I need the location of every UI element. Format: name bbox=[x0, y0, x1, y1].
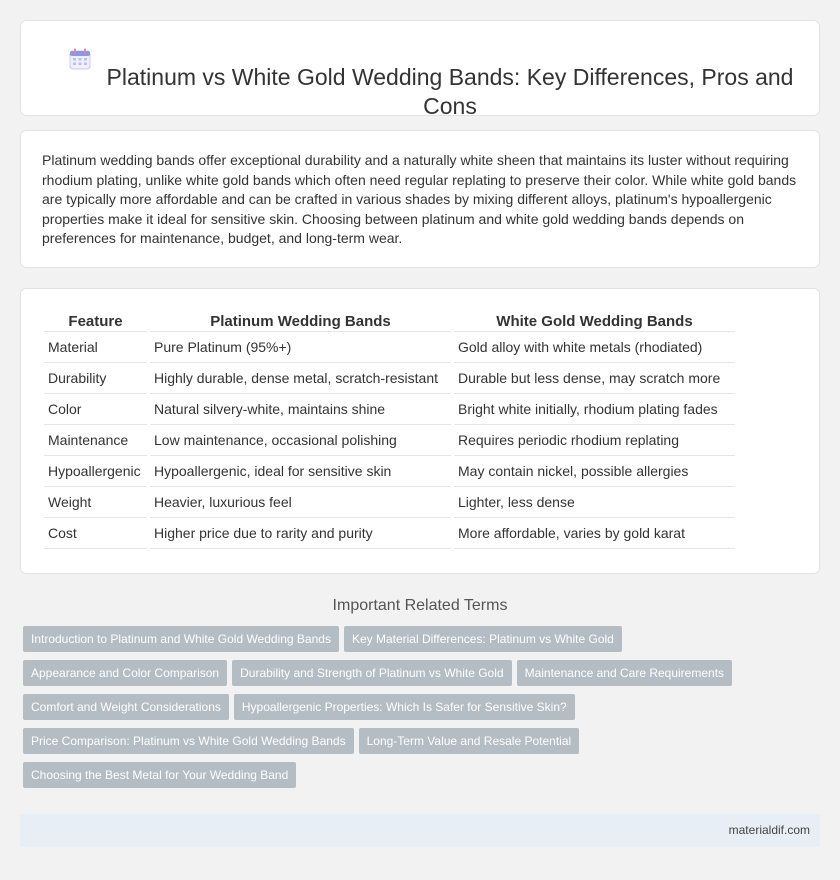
column-header: Feature bbox=[44, 311, 147, 332]
related-term-tag[interactable]: Durability and Strength of Platinum vs White Gold bbox=[232, 660, 511, 686]
table-cell: Color bbox=[44, 394, 147, 425]
related-term-tag[interactable]: Hypoallergenic Properties: Which Is Safer for Sensitive Skin? bbox=[234, 694, 575, 720]
related-term-tag[interactable]: Key Material Differences: Platinum vs White Gold bbox=[344, 626, 622, 652]
table-cell: Bright white initially, rhodium plating fades bbox=[454, 394, 735, 425]
page-title: Platinum vs White Gold Wedding Bands: Key Differences, Pros and Cons bbox=[106, 64, 794, 119]
table-row bbox=[44, 456, 735, 487]
footer bbox=[20, 814, 820, 847]
table-cell: Maintenance bbox=[44, 425, 147, 456]
table-row bbox=[44, 518, 735, 549]
related-term-tag[interactable]: Choosing the Best Metal for Your Wedding Band bbox=[23, 762, 296, 788]
intro-card bbox=[20, 130, 820, 268]
table-row bbox=[44, 332, 735, 363]
table-cell: Heavier, luxurious feel bbox=[150, 487, 451, 518]
table-cell: Durable but less dense, may scratch more bbox=[454, 363, 735, 394]
column-header: White Gold Wedding Bands bbox=[454, 311, 735, 332]
table-row bbox=[44, 425, 735, 456]
table-cell: Cost bbox=[44, 518, 147, 549]
related-term-tag[interactable]: Maintenance and Care Requirements bbox=[517, 660, 732, 686]
table-cell: Low maintenance, occasional polishing bbox=[150, 425, 451, 456]
table-cell: Durability bbox=[44, 363, 147, 394]
table-cell: Gold alloy with white metals (rhodiated) bbox=[454, 332, 735, 363]
footer-site[interactable]: materialdif.com bbox=[728, 823, 810, 837]
header-card bbox=[20, 20, 820, 119]
table-cell: Pure Platinum (95%+) bbox=[150, 332, 451, 363]
table-cell: May contain nickel, possible allergies bbox=[454, 456, 735, 487]
intro-text: Platinum wedding bands offer exceptional durability and a naturally white sheen that maintains its luster without requiring rhodium plating, unlike white gold bands which often need regular replating to preserve their color. While white gold bands are typically more affordable and can be crafted in various shades by mixing different alloys, platinum's hypoallergenic properties make it ideal for sensitive skin. Choosing between platinum and white gold wedding bands depends on preferences for maintenance, budget, and long-term wear. bbox=[42, 152, 797, 247]
related-term-tag[interactable]: Introduction to Platinum and White Gold Wedding Bands bbox=[23, 626, 339, 652]
table-cell: Weight bbox=[44, 487, 147, 518]
table-cell: Higher price due to rarity and purity bbox=[150, 518, 451, 549]
related-term-tag[interactable]: Comfort and Weight Considerations bbox=[23, 694, 229, 720]
table-cell: Material bbox=[44, 332, 147, 363]
comparison-card bbox=[20, 288, 820, 574]
table-header-row bbox=[44, 311, 735, 332]
related-terms-title: Important Related Terms bbox=[332, 597, 508, 614]
comparison-table bbox=[41, 311, 738, 549]
calendar-icon bbox=[68, 47, 92, 71]
table-cell: Requires periodic rhodium replating bbox=[454, 425, 735, 456]
table-cell: Lighter, less dense bbox=[454, 487, 735, 518]
table-cell: Highly durable, dense metal, scratch-resistant bbox=[150, 363, 451, 394]
table-cell: Hypoallergenic bbox=[44, 456, 147, 487]
table-cell: Hypoallergenic, ideal for sensitive skin bbox=[150, 456, 451, 487]
related-term-tag[interactable]: Price Comparison: Platinum vs White Gold Wedding Bands bbox=[23, 728, 354, 754]
related-term-tag[interactable]: Appearance and Color Comparison bbox=[23, 660, 227, 686]
column-header: Platinum Wedding Bands bbox=[150, 311, 451, 332]
table-row bbox=[44, 487, 735, 518]
table-row bbox=[44, 363, 735, 394]
table-row bbox=[44, 394, 735, 425]
table-cell: More affordable, varies by gold karat bbox=[454, 518, 735, 549]
table-cell: Natural silvery-white, maintains shine bbox=[150, 394, 451, 425]
related-term-tag[interactable]: Long-Term Value and Resale Potential bbox=[359, 728, 580, 754]
related-terms-list bbox=[23, 626, 813, 796]
